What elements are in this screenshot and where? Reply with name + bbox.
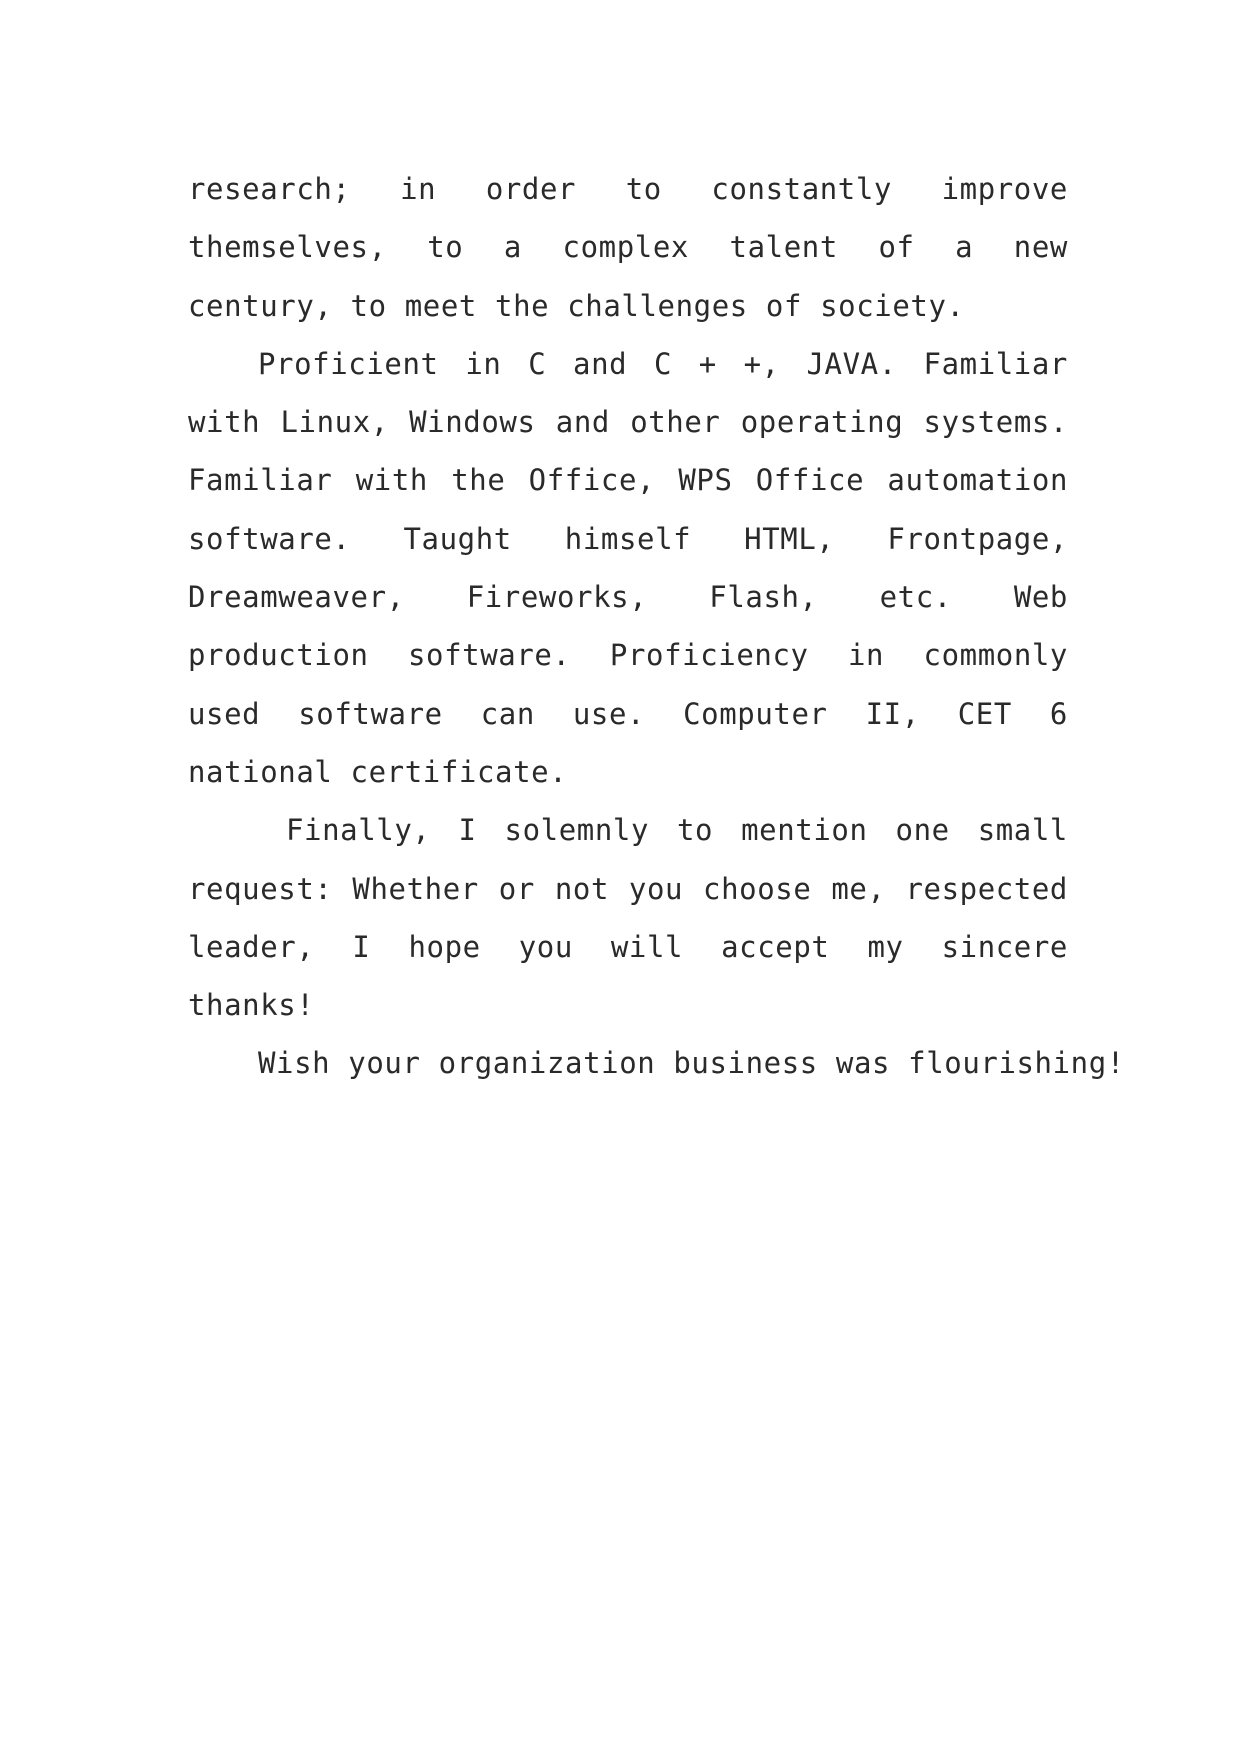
paragraph-skills: Proficient in C and C + +, JAVA. Familiar with Linux, Windows and other operating systems. Familiar with the Office, WPS Office automation software. Taught himself HTML, Frontpage, Dreamweaver, Fireworks, Flash, etc. Web production software. Proficiency in commonly used software can use. Computer II, CET 6 national certificate. [188,346,1068,789]
body-text [188,160,1125,1093]
paragraph-request: Finally, I solemnly to mention one small request: Whether or not you choose me, respected leader, I hope you will accept my sincere thanks! [188,813,1068,1023]
paragraph-continuation: research; in order to constantly improve themselves, to a complex talent of a new century, to meet the challenges of society. [188,172,1068,323]
paragraph-closing: Wish your organization business was flourishing! [258,1046,1125,1081]
